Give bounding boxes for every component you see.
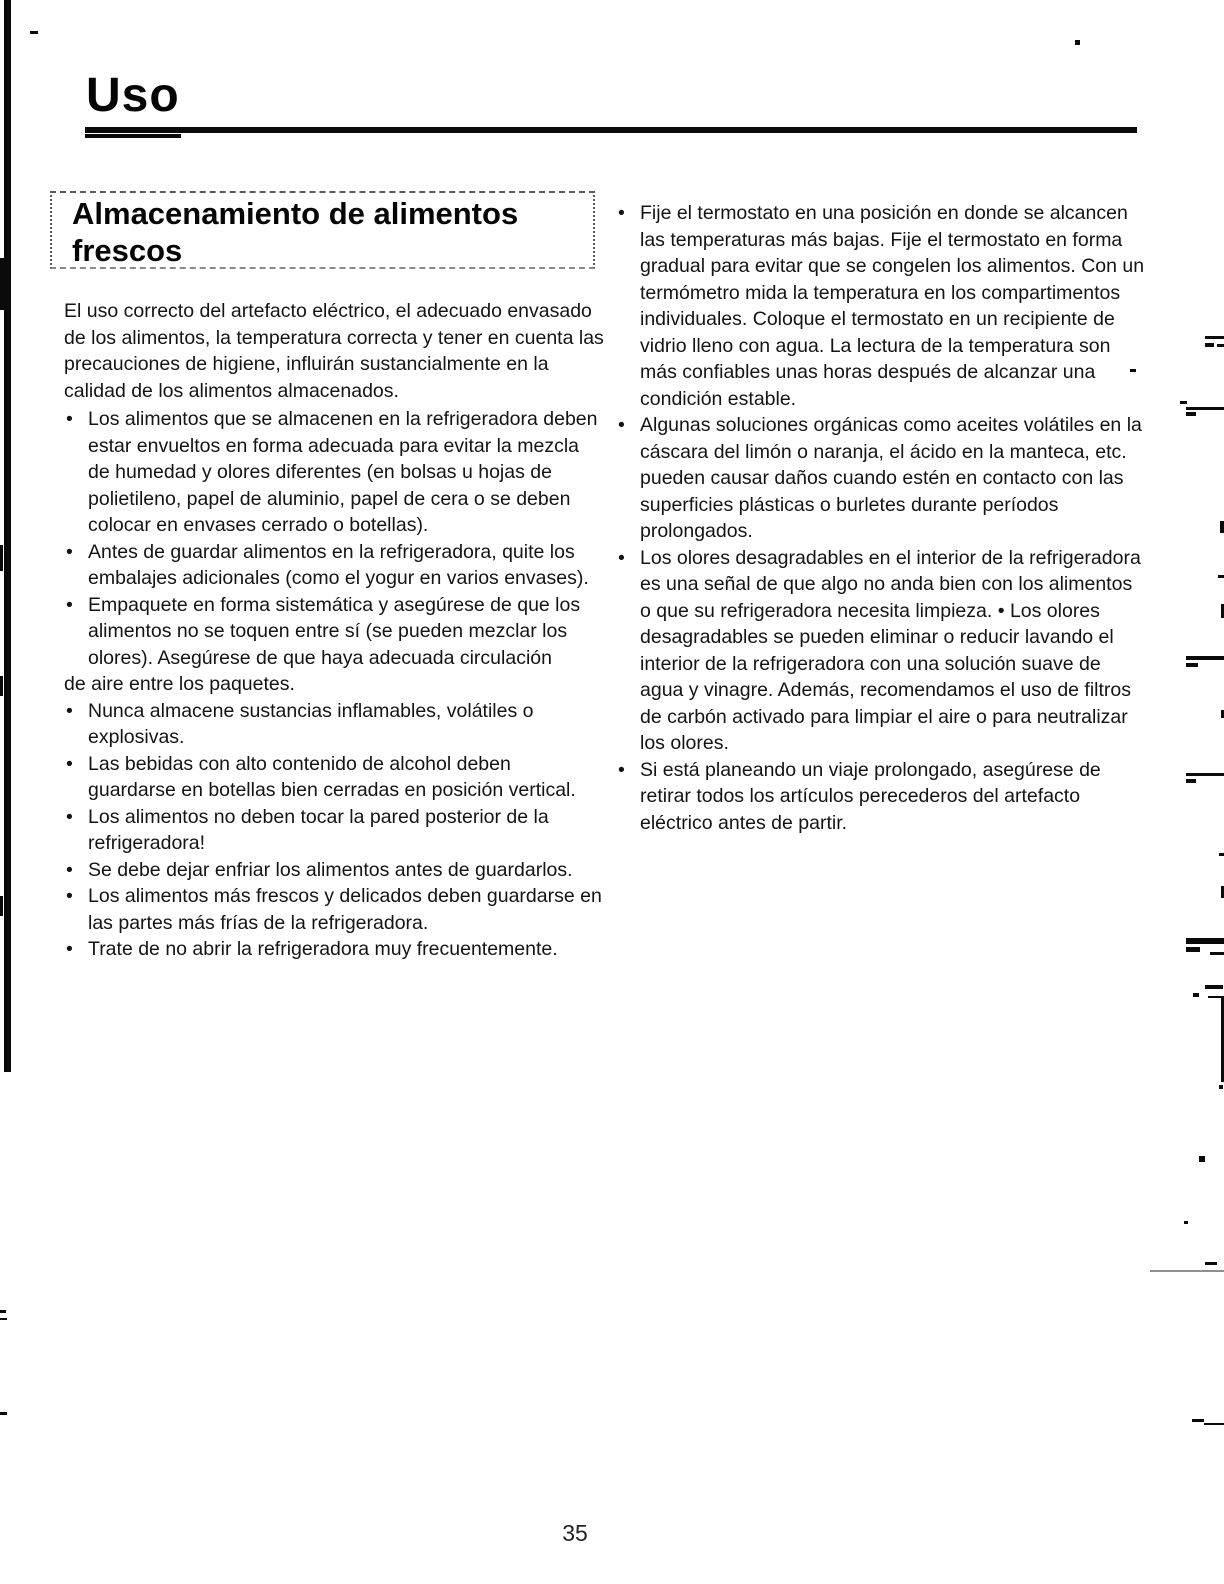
bullet-text: Los alimentos más frescos y delicados deben guardarse en las partes más frías de la refrigeradora. [88, 885, 602, 934]
list-item [64, 406, 604, 539]
bullet-text: Antes de guardar alimentos en la refrigeradora, quite los embalajes adicionales (como el yogur en varios envases). [88, 540, 589, 589]
list-item [64, 751, 604, 804]
scan-artifact [1217, 344, 1224, 347]
scan-artifact [1130, 369, 1136, 372]
scan-artifact [1186, 412, 1196, 416]
bullet-text: Los alimentos que se almacenen en la refrigeradora deben estar envueltos en forma adecuada para evitar la mezcla de humedad y olores diferentes (en bolsas u hojas de polietileno, papel de aluminio, papel de cera o se deben colocar en envases cerrado o botellas). [88, 408, 598, 536]
bullet-glyph: • [66, 408, 73, 430]
page-title: Uso [86, 69, 180, 122]
scan-artifact [1210, 952, 1224, 955]
bullet-glyph: • [66, 938, 73, 960]
scan-artifact [0, 545, 3, 571]
scan-artifact [0, 1412, 7, 1415]
scan-artifact [0, 676, 3, 696]
scan-artifact [1193, 993, 1199, 997]
scan-artifact [1205, 985, 1223, 989]
section-heading: Almacenamiento de alimentos frescos [72, 196, 519, 268]
section-heading-box [50, 191, 595, 269]
bullet-glyph: • [66, 699, 73, 722]
right-column [616, 200, 1146, 836]
list-item [64, 883, 604, 936]
scan-artifact [1186, 779, 1196, 783]
list-item [616, 412, 1146, 545]
bullet-glyph: • [618, 202, 625, 224]
scan-artifact [1205, 1262, 1217, 1265]
scan-artifact [1186, 938, 1224, 944]
bullet-text: Algunas soluciones orgánicas como aceites volátiles en la cáscara del limón o naranja, el ácido en la manteca, etc. pueden causar daños cuando estén en contacto con las superficies plásticas o burletes durante períodos prolongados. [640, 414, 1142, 542]
scan-artifact [1186, 407, 1224, 410]
page-number: 35 [562, 1520, 588, 1546]
bullet-text: Fije el termostato en una posición en donde se alcancen las temperaturas más bajas. Fije el termostato en forma gradual para evitar que se congelen los alimentos. Con un termómetro mida la temperatura en los compartimentos individuales. Coloque el termostato en un recipiente de vidrio lleno con agua. La lectura de la temperatura son más confiables unas horas después de alcanzar una condición estable. [640, 202, 1145, 410]
scan-artifact [0, 1318, 7, 1320]
scan-artifact [0, 896, 3, 916]
list-item [64, 936, 604, 963]
scan-artifact [1186, 656, 1224, 660]
left-column [64, 298, 604, 963]
bullet-glyph: • [66, 593, 73, 616]
bullet-text: Los alimentos no deben tocar la pared posterior de la refrigeradora! [88, 805, 549, 854]
list-item [616, 200, 1146, 412]
scan-artifact [1205, 336, 1224, 339]
bullet-glyph: • [66, 540, 73, 563]
scan-artifact [1219, 853, 1224, 856]
list-item [64, 671, 604, 698]
bullet-glyph: • [66, 858, 73, 881]
title-underline-segment [85, 134, 181, 138]
scan-artifact [1220, 521, 1224, 533]
bullet-glyph: • [618, 546, 625, 569]
list-item [616, 757, 1146, 837]
bullet-text: Si está planeando un viaje prolongado, asegúrese de retirar todos los artículos perecederos del artefacto eléctrico antes de partir. [640, 758, 1101, 834]
scan-artifact [1186, 947, 1200, 952]
right-bullet-list [616, 200, 1146, 836]
intro-paragraph: El uso correcto del artefacto eléctrico, el adecuado envasado de los alimentos, la temperatura correcta y tener en cuenta las precauciones de higiene, influirán sustancialmente en la calidad de los alimentos almacenados. [64, 300, 604, 402]
scan-artifact [1180, 401, 1187, 404]
list-item [64, 857, 604, 884]
scan-artifact [1186, 773, 1224, 776]
scan-artifact [1205, 343, 1214, 347]
bullet-text: Se debe dejar enfriar los alimentos antes de guardarlos. [88, 858, 573, 881]
bullet-glyph: • [66, 752, 73, 775]
scan-artifact [1219, 1085, 1223, 1089]
bullet-glyph: • [66, 805, 73, 828]
bullet-text: de aire entre los paquetes. [64, 673, 295, 695]
bullet-glyph: • [618, 414, 625, 436]
scan-artifact [1192, 1419, 1204, 1422]
bullet-glyph: • [66, 885, 73, 907]
list-item [64, 698, 604, 751]
bullet-text: Nunca almacene sustancias inflamables, volátiles o explosivas. [88, 699, 534, 748]
title-underline [85, 127, 1137, 133]
bullet-text: Empaquete en forma sistemática y asegúrese de que los alimentos no se toquen entre sí (se pueden mezclar los olores). Asegúrese de que haya adecuada circulación [88, 593, 581, 669]
scan-artifact [1204, 1423, 1224, 1425]
scan-artifact [30, 31, 38, 34]
list-item [616, 545, 1146, 757]
scan-artifact [1186, 663, 1198, 667]
scan-artifact [1150, 1270, 1224, 1272]
list-item [64, 539, 604, 592]
scan-artifact [1218, 575, 1224, 578]
scan-artifact [1075, 40, 1080, 45]
scan-artifact [4, 0, 11, 1072]
scan-artifact [1199, 1156, 1205, 1162]
left-bullet-list [64, 406, 604, 963]
scan-artifact [0, 1310, 6, 1313]
scan-artifact [0, 258, 4, 310]
list-item [64, 804, 604, 857]
bullet-glyph: • [618, 758, 625, 781]
scan-artifact [1184, 1221, 1188, 1224]
list-item [64, 592, 604, 672]
bullet-text: Los olores desagradables en el interior de la refrigeradora es una señal de que algo no anda bien con los alimentos o que su refrigeradora necesita limpieza. • Los olores desagradables se pueden eliminar o reducir lavando el interior de la refrigeradora con una solución suave de agua y vinagre. Además, recomendamos el uso de filtros de carbón activado para limpiar el aire o para neutralizar los olores. [640, 546, 1141, 754]
bullet-text: Las bebidas con alto contenido de alcohol deben guardarse en botellas bien cerradas en posición vertical. [88, 752, 576, 801]
bullet-text: Trate de no abrir la refrigeradora muy frecuentemente. [88, 938, 558, 960]
